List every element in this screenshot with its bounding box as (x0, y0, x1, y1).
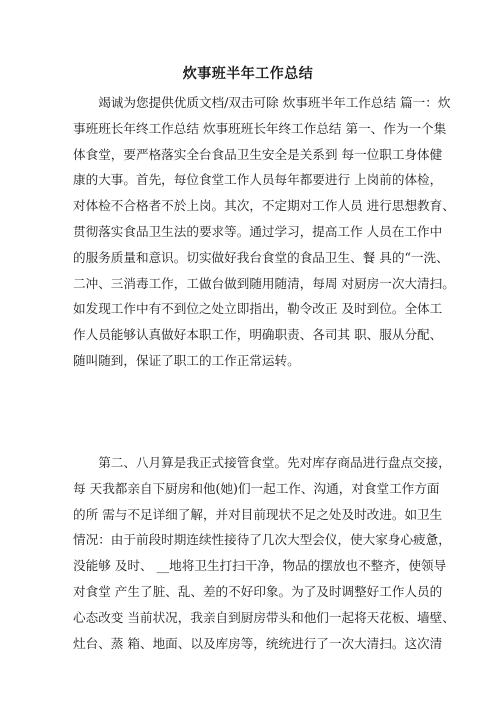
text-line: 灶台、蒸 箱、地面、以及库房等，统统进行了一次大清扫。这次清 (73, 635, 443, 651)
text-line: 心态改变 当前状况，我亲自到厨房带头和他们一起将天花板、墙壁、 (73, 609, 455, 625)
text-line: 随叫随到，保证了职工的工作正常运转。 (73, 352, 300, 368)
text-line: 的服务质量和意识。切实做好我台食堂的食品卫生、餐 具的“一洗、 (73, 249, 449, 265)
text-line: 每 天我都亲自下厨房和他(她)们一起工作、沟通，对食堂工作方面 (73, 480, 440, 496)
text-line: 对体检不合格者不於上岗。其次，不定期对工作人员 进行思想教育、 (73, 198, 455, 214)
document-title: 炊事班半年工作总结 (182, 66, 314, 82)
text-line: 情况：由于前段时期连续性接待了几次大型会仪，使大家身心疲惫， (73, 532, 451, 548)
text-line: 康的大事。首先，每位食堂工作人员每年都要进行 上岗前的体检， (73, 172, 443, 188)
paragraph-1 (73, 90, 455, 374)
text-line: 二冲、三消毒工作，工做台做到随用随清，每周 对厨房一次大清扫。 (73, 275, 455, 291)
text-line: 对食堂 产生了脏、乱、差的不好印象。为了及时调整好工作人员的 (73, 583, 443, 599)
text-line: 如发现工作中有不到位之处立即指出，勒令改正 及时到位。全体工 (73, 301, 443, 317)
text-line: 作人员能够认真做好本职工作，明确职责、各司其 职、服从分配、 (73, 327, 443, 343)
text-line: 竭诚为您提供优质文档/双击可除 炊事班半年工作总结 篇一：炊 (73, 95, 451, 110)
text-line: 体食堂，要严格落实全台食品卫生安全是关系到 每一位职工身体健 (73, 146, 443, 162)
text-line: 第二、八月算是我正式接管食堂。先对库存商品进行盘点交接， (73, 455, 451, 470)
text-line: 的所 需与不足详细了解，并对目前现状不足之处及时改进。如卫生 (73, 506, 443, 522)
text-line: 事班班长年终工作总结 炊事班班长年终工作总结 第一、作为一个集 (73, 120, 447, 136)
text-line: 没能够 及时、 __地将卫生打扫干净，物品的摆放也不整齐，使领导 (73, 558, 447, 574)
text-line: 贯彻落实食品卫生法的要求等。通过学习，提高工作 人员在工作中 (73, 223, 443, 239)
paragraph-2 (73, 450, 455, 656)
